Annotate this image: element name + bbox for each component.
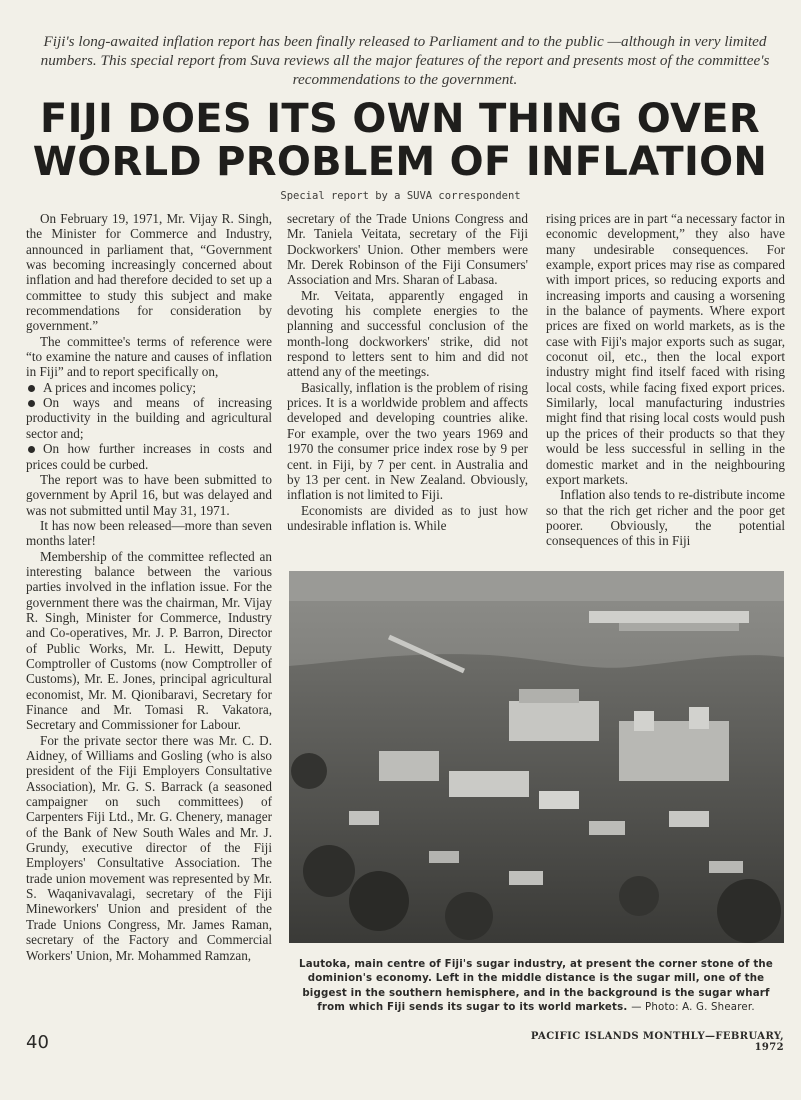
page-number: 40 [26, 1032, 49, 1053]
paragraph: Basically, inflation is the problem of rising prices. It is a worldwide problem and affects developed and developing countries alike. For example, over the two years 1969 and 1970 the consumer price index rose by 9 per cent. in Fiji, by 7 per cent. in Australia and by 13 per cent. in New Zealand. Obviously, inflation is not limited to Fiji. [287, 379, 528, 503]
headline-line-2: WORLD PROBLEM OF INFLATION [32, 139, 768, 185]
paragraph: Economists are divided as to just how undesirable inflation is. While [287, 502, 528, 533]
bullet-item: On how further increases in costs and prices could be curbed. [26, 441, 272, 472]
caption-text: Lautoka, main centre of Fiji's sugar industry, at present the corner stone of the dominion's economy. Left in the middle distance is the sugar mill, one of the biggest in the southern hemisphere, and in the background is the sugar wharf from which Fiji sends its sugar to its world markets. [299, 959, 773, 1013]
bullet-icon [28, 385, 35, 392]
headline [20, 98, 780, 184]
article-column-1 [26, 211, 272, 963]
paragraph: rising prices are in part “a necessary factor in economic development,” they also have many undesirable consequences. For example, export prices may rise as compared with import prices, so reducing exports and increasing imports and causing a worsening in the balance of payments. Where export prices are fixed on world markets, as is the case with Fiji's major exports such as sugar, coconut oil, etc., then the local export industry might find itself faced with rising local costs, while facing fixed export prices. Similarly, local manufacturing industries might find that rising local costs would push up the prices of their products so that they would be less successful in selling in the domestic market and in the neighbouring export markets. [546, 211, 785, 487]
photo-image [289, 571, 784, 943]
photo-caption [287, 958, 785, 1015]
bullet-icon [28, 400, 35, 407]
paragraph: It has now been released—more than seven months later! [26, 517, 272, 549]
headline-line-1: FIJI DOES ITS OWN THING OVER [40, 96, 760, 142]
paragraph: The report was to have been submitted to government by April 16, but was delayed and was not submitted until May 31, 1971. [26, 471, 272, 518]
article-column-2 [287, 211, 528, 533]
bullet-icon [28, 446, 35, 453]
paragraph: Inflation also tends to re-distribute income so that the rich get richer and the poor get poorer. Obviously, the potential consequences of this in Fiji [546, 487, 785, 549]
byline: Special report by a SUVA correspondent [280, 190, 521, 202]
bullet-item: A prices and incomes policy; [26, 380, 272, 395]
paragraph: The committee's terms of reference were “to examine the nature and causes of inflation in Fiji” and to report specifically on, [26, 333, 272, 380]
publication-footer: PACIFIC ISLANDS MONTHLY—FEBRUARY, 1972 [530, 1031, 784, 1053]
article-column-3 [546, 211, 785, 549]
bullet-item: On ways and means of increasing productivity in the building and agricultural sector and; [26, 395, 272, 441]
paragraph: Mr. Veitata, apparently engaged in devoting his complete energies to the planning and successful conclusion of the month-long dockworkers' strike, did not respond to letters sent to him and did not attend any of the meetings. [287, 287, 528, 380]
paragraph: secretary of the Trade Unions Congress and Mr. Taniela Veitata, secretary of the Fiji Dockworkers' Union. Other members were Mr. Derek Robinson of the Fiji Consumers' Association and Mrs. Sharan of Labasa. [287, 211, 528, 288]
paragraph: For the private sector there was Mr. C. D. Aidney, of Williams and Gosling (who is also president of the Fiji Employers Consultative Association), Mr. G. S. Barrack (a seasoned campaigner on such committees) of Carpenters Fiji Ltd., Mr. G. Chenery, manager of the Bank of New South Wales and Mr. J. Grundy, executive director of the Fiji Employers' Consultative Association. The trade union movement was represented by Mr. S. Waqanivavalagi, secretary of the Fiji Mineworkers' Union and president of the Trade Unions Congress, Mr. James Raman, secretary of the Factory and Commercial Workers' Union, Mr. Mohammed Ramzan, [26, 732, 272, 963]
lautoka-aerial-photo [289, 571, 784, 943]
intro-standfirst: Fiji's long-awaited inflation report has been finally released to Parliament and to the public —although in very limited numbers. This special report from Suva reviews all the major features of the report and presents most of the committee's recommendations to the government. [40, 33, 770, 88]
paragraph: On February 19, 1971, Mr. Vijay R. Singh, the Minister for Commerce and Industry, announced in parliament that, “Government was becoming increasingly concerned about inflation and had therefore decided to set up a committee to study this subject and make recommendations for consideration by government.” [26, 211, 272, 334]
paragraph: Membership of the committee reflected an interesting balance between the various parties involved in the inflation issue. For the government there was the chairman, Mr. Vijay R. Singh, Minister for Commerce, Industry and Co-operatives, Mr. J. P. Barron, Director of Public Works, Mr. L. Hewitt, Deputy Comptroller of Customs (now Comptroller of Customs), Mr. E. Jones, principal agricultural economist, Mr. M. Qionibaravi, Secretary for Finance and Mr. Tomasi R. Vakatora, Secretary and Commissioner for Labour. [26, 548, 272, 733]
photo-credit: — Photo: A. G. Shearer. [631, 1001, 755, 1013]
